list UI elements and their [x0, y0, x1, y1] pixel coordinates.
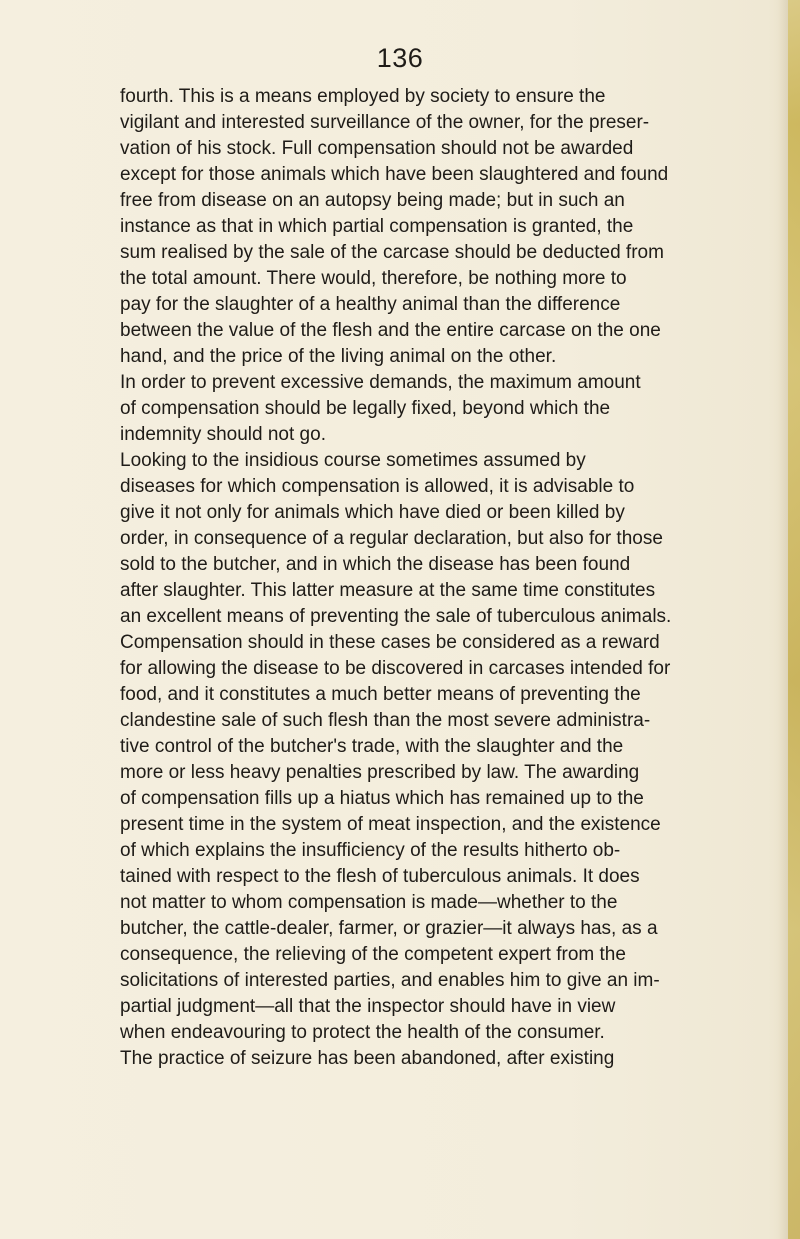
text-line: the total amount. There would, therefore, be nothing more to [120, 268, 627, 289]
page-gutter-shadow [778, 0, 788, 1239]
text-line: tained with respect to the flesh of tuberculous animals. It does [120, 866, 640, 887]
text-line: diseases for which compensation is allowed, it is advisable to [120, 476, 635, 497]
text-line: vigilant and interested surveillance of the owner, for the preser- [120, 112, 650, 133]
text-line: of compensation should be legally fixed, beyond which the [120, 398, 611, 419]
page-number: 136 [376, 43, 424, 73]
text-line: give it not only for animals which have died or been killed by [120, 502, 625, 523]
text-line: after slaughter. This latter measure at the same time constitutes [120, 580, 656, 601]
text-line: tive control of the butcher's trade, with the slaughter and the [120, 736, 624, 757]
text-line: free from disease on an autopsy being made; but in such an [120, 190, 625, 211]
text-line: consequence, the relieving of the competent expert from the [120, 944, 626, 965]
text-line: except for those animals which have been slaughtered and found [120, 164, 669, 185]
text-line: food, and it constitutes a much better means of preventing the [120, 684, 641, 705]
text-line: order, in consequence of a regular declaration, but also for those [120, 528, 663, 549]
text-line: when endeavouring to protect the health of the consumer. [120, 1022, 605, 1043]
body-text [120, 84, 740, 1072]
text-line: butcher, the cattle-dealer, farmer, or grazier—it always has, as a [120, 918, 658, 939]
text-line: Compensation should in these cases be considered as a reward [120, 632, 660, 653]
text-line: solicitations of interested parties, and enables him to give an im- [120, 970, 660, 991]
text-line: sold to the butcher, and in which the disease has been found [120, 554, 631, 575]
text-line: sum realised by the sale of the carcase should be deducted from [120, 242, 664, 263]
text-line: In order to prevent excessive demands, the maximum amount [120, 372, 641, 393]
text-line: for allowing the disease to be discovered in carcases intended for [120, 658, 671, 679]
text-line: between the value of the flesh and the entire carcase on the one [120, 320, 661, 341]
text-line: indemnity should not go. [120, 424, 326, 445]
page-edge [788, 0, 800, 1239]
text-line: present time in the system of meat inspection, and the existence [120, 814, 661, 835]
text-line: fourth. This is a means employed by society to ensure the [120, 86, 606, 107]
text-line: Looking to the insidious course sometimes assumed by [120, 450, 586, 471]
text-line: of compensation fills up a hiatus which has remained up to the [120, 788, 644, 809]
text-line: hand, and the price of the living animal on the other. [120, 346, 557, 367]
text-line: partial judgment—all that the inspector should have in view [120, 996, 616, 1017]
text-line: pay for the slaughter of a healthy animal than the difference [120, 294, 621, 315]
text-line: more or less heavy penalties prescribed by law. The awarding [120, 762, 640, 783]
text-line: of which explains the insufficiency of the results hitherto ob- [120, 840, 621, 861]
text-line: an excellent means of preventing the sale of tuberculous animals. [120, 606, 672, 627]
text-line: The practice of seizure has been abandoned, after existing [120, 1048, 615, 1069]
text-line: vation of his stock. Full compensation should not be awarded [120, 138, 634, 159]
text-line: instance as that in which partial compensation is granted, the [120, 216, 634, 237]
text-line: clandestine sale of such flesh than the most severe administra- [120, 710, 651, 731]
text-line: not matter to whom compensation is made—whether to the [120, 892, 618, 913]
